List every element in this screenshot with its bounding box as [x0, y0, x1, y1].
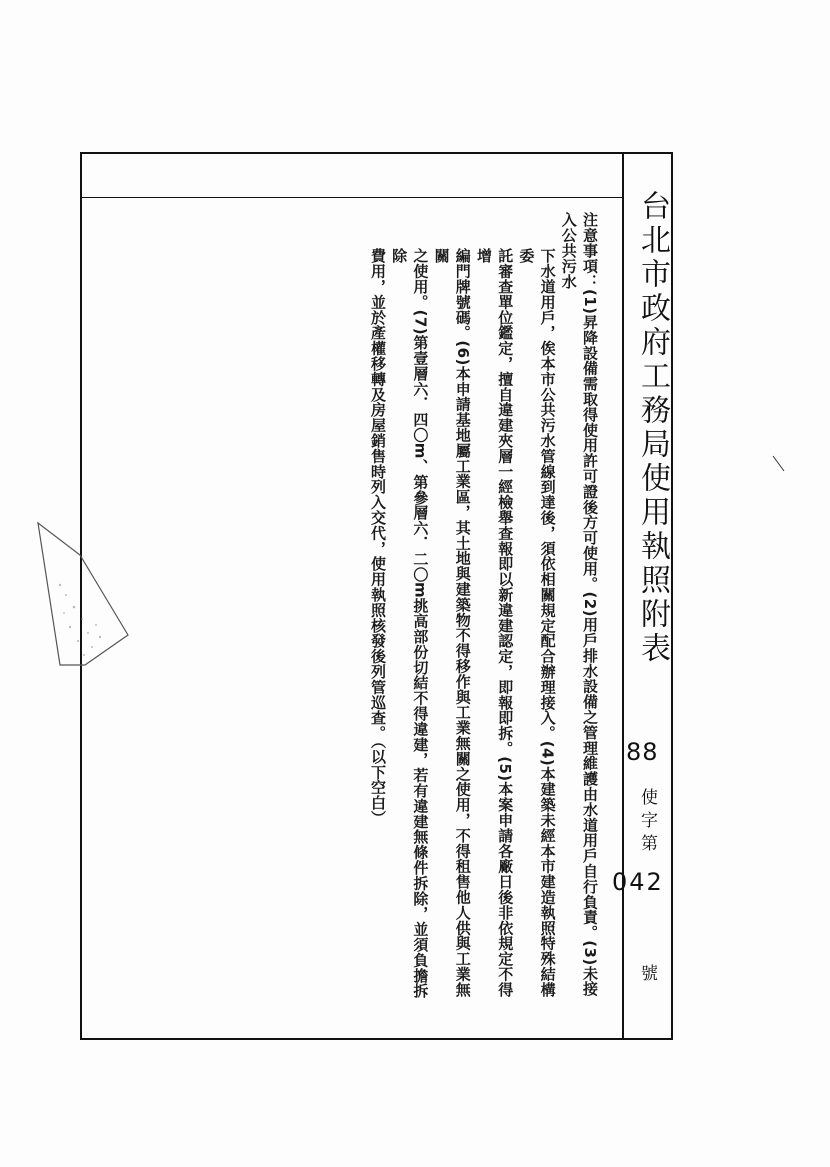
- scan-mark: [772, 455, 786, 473]
- license-suffix: 號: [637, 964, 657, 981]
- notes-block: [368, 212, 600, 1002]
- faded-stamp-mark: [30, 515, 140, 675]
- notes-line-5: 之使用。(7)第壹層六．四〇m、第參層六．二〇m挑高部份切結不得違建，若有違建無條件拆除，並須負擔拆除: [390, 248, 430, 999]
- license-serial-number: 042: [612, 868, 664, 896]
- notes-line-6: 費用，並於產權移轉及房屋銷售時列入交代，使用執照核發後列管巡查。（以下空白）: [368, 248, 387, 826]
- form-top-band: [80, 152, 623, 198]
- notes-line-1: [558, 212, 600, 1002]
- notes-line-3: 託審查單位鑑定，擅自違建夾層一經檢舉查報即以新違建認定，即報即拆。(5)本案申請各廠日後非依規定不得增: [474, 248, 515, 998]
- license-year-number: 88: [626, 738, 659, 766]
- notes-line-4: 編門牌號碼。(6)本申請基地屬工業區，其土地與建築物不得移作與工業無關之使用，不得租售他人供與工業無關: [432, 248, 472, 998]
- notes-line-2: 下水道用戶，俟本市公共污水管線到達後，須依相關規定配合辦理接入。(4)本建築未經本市建造執照特殊結構委: [517, 248, 557, 998]
- notes-text: (1)昇降設備需取得使用許可證後方可使用。(2)用戶排水設備之管理維護由水道用戶自行負責。(3)未接入公共污水: [559, 212, 599, 997]
- license-word: 使字第: [637, 788, 657, 857]
- form-title: 台北市政府工務局使用執照附表: [635, 190, 670, 666]
- notes-heading: 注意事項：: [581, 212, 599, 289]
